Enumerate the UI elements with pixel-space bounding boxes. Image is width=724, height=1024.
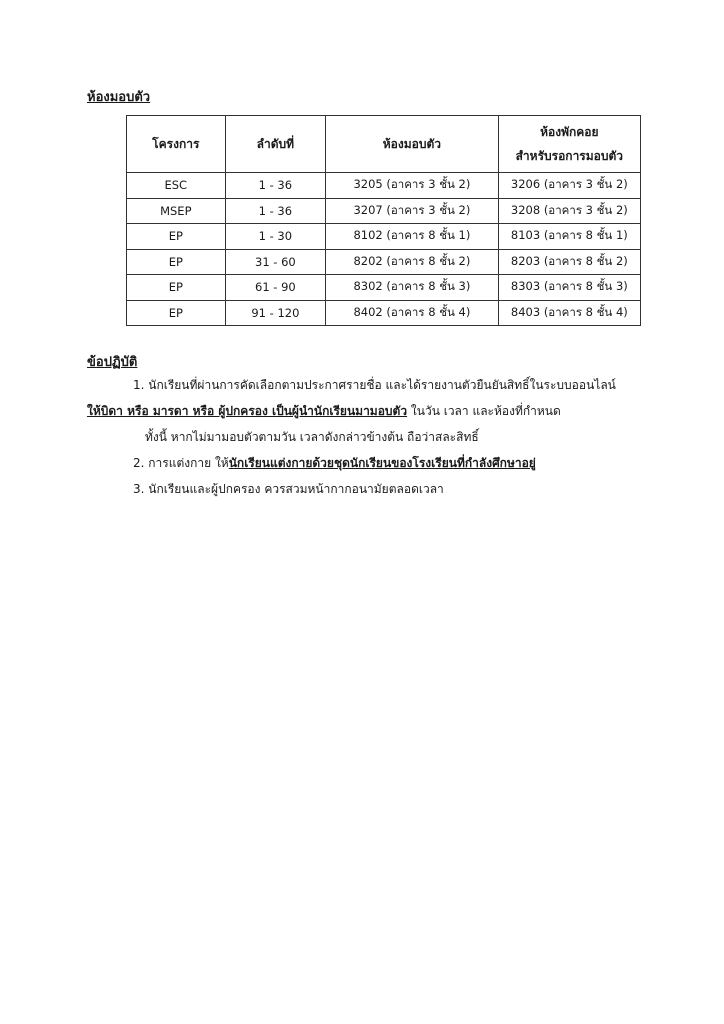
cell-room: 8302 (อาคาร 8 ชั้น 3) bbox=[326, 275, 498, 301]
cell-room: 3205 (อาคาร 3 ชั้น 2) bbox=[326, 173, 498, 199]
rule-item-1-line-2 bbox=[87, 402, 561, 421]
cell-order: 91 - 120 bbox=[225, 300, 326, 326]
cell-order: 1 - 36 bbox=[225, 173, 326, 199]
table-row bbox=[127, 198, 641, 224]
header-waiting-room-line1: ห้องพักคอย bbox=[540, 125, 599, 139]
rule-item-2-prefix: 2. การแต่งกาย ให้ bbox=[133, 456, 229, 470]
cell-waiting-room: 3208 (อาคาร 3 ชั้น 2) bbox=[498, 198, 640, 224]
rule-item-3: 3. นักเรียนและผู้ปกครอง ควรสวมหน้ากากอนามัยตลอดเวลา bbox=[133, 482, 444, 496]
cell-waiting-room: 8403 (อาคาร 8 ชั้น 4) bbox=[498, 300, 640, 326]
cell-order: 1 - 36 bbox=[225, 198, 326, 224]
rule-item-1-line-3: ทั้งนี้ หากไม่มามอบตัวตามวัน เวลาดังกล่าวข้างต้น ถือว่าสละสิทธิ์ bbox=[145, 430, 479, 444]
cell-program: MSEP bbox=[127, 198, 226, 224]
header-program: โครงการ bbox=[127, 116, 226, 173]
cell-waiting-room: 8203 (อาคาร 8 ชั้น 2) bbox=[498, 249, 640, 275]
cell-program: ESC bbox=[127, 173, 226, 199]
table-row bbox=[127, 224, 641, 250]
header-order: ลำดับที่ bbox=[225, 116, 326, 173]
cell-waiting-room: 3206 (อาคาร 3 ชั้น 2) bbox=[498, 173, 640, 199]
cell-program: EP bbox=[127, 275, 226, 301]
cell-room: 8402 (อาคาร 8 ชั้น 4) bbox=[326, 300, 498, 326]
cell-program: EP bbox=[127, 300, 226, 326]
rules-section-title: ข้อปฏิบัติ bbox=[87, 355, 138, 370]
table-row bbox=[127, 300, 641, 326]
cell-order: 31 - 60 bbox=[225, 249, 326, 275]
cell-order: 61 - 90 bbox=[225, 275, 326, 301]
rule-item-2-emphasis: นักเรียนแต่งกายด้วยชุดนักเรียนของโรงเรียนที่กำลังศึกษาอยู่ bbox=[228, 456, 536, 470]
rule-item-2 bbox=[133, 454, 536, 473]
cell-order: 1 - 30 bbox=[225, 224, 326, 250]
cell-program: EP bbox=[127, 249, 226, 275]
rooms-section-title: ห้องมอบตัว bbox=[87, 90, 151, 105]
rooms-table bbox=[126, 115, 641, 326]
cell-room: 8202 (อาคาร 8 ชั้น 2) bbox=[326, 249, 498, 275]
header-room: ห้องมอบตัว bbox=[326, 116, 498, 173]
table-header-row bbox=[127, 116, 641, 173]
rule-item-1-emphasis: ให้บิดา หรือ มารดา หรือ ผู้ปกครอง เป็นผู้นำนักเรียนมามอบตัว bbox=[87, 404, 408, 418]
header-waiting-room bbox=[498, 116, 640, 173]
cell-room: 8102 (อาคาร 8 ชั้น 1) bbox=[326, 224, 498, 250]
rule-item-1-line-1: 1. นักเรียนที่ผ่านการคัดเลือกตามประกาศรายชื่อ และได้รายงานตัวยืนยันสิทธิ์ในระบบออนไลน์ bbox=[133, 378, 616, 392]
cell-room: 3207 (อาคาร 3 ชั้น 2) bbox=[326, 198, 498, 224]
header-waiting-room-line2: สำหรับรอการมอบตัว bbox=[515, 149, 624, 163]
cell-waiting-room: 8303 (อาคาร 8 ชั้น 3) bbox=[498, 275, 640, 301]
table-row bbox=[127, 249, 641, 275]
rule-item-1-line-2-rest: ในวัน เวลา และห้องที่กำหนด bbox=[407, 404, 561, 418]
table-row bbox=[127, 275, 641, 301]
table-row bbox=[127, 173, 641, 199]
cell-waiting-room: 8103 (อาคาร 8 ชั้น 1) bbox=[498, 224, 640, 250]
cell-program: EP bbox=[127, 224, 226, 250]
